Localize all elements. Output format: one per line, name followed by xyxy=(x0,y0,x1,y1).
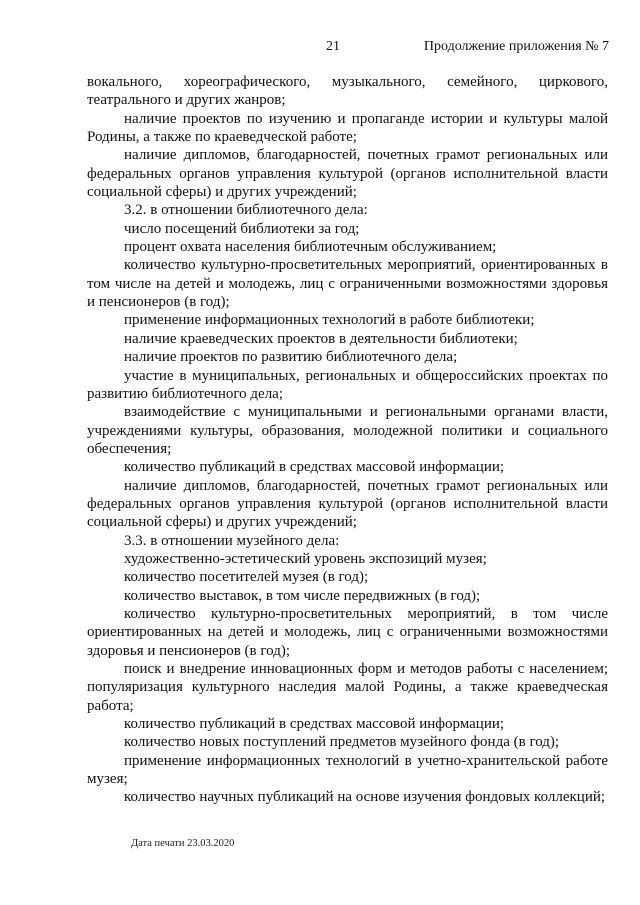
paragraph: количество новых поступлений предметов музейного фонда (в год); xyxy=(124,734,560,751)
paragraph: количество научных публикаций на основе изучения фондовых коллекций; xyxy=(124,789,606,806)
paragraph: взаимодействие с муниципальными и региональными органами власти, учреждениями культуры, образования, молодежной политики и социального обеспечения; xyxy=(87,404,608,457)
paragraph: вокального, хореографического, музыкального, семейного, циркового, театрального и других жанров; xyxy=(87,74,608,109)
page-header xyxy=(0,39,640,57)
document-body xyxy=(87,73,608,807)
paragraph: количество посетителей музея (в год); xyxy=(124,569,369,586)
paragraph: количество культурно-просветительных мероприятий, ориентированных в том числе на детей и молодежь, лиц с ограниченными возможностями здоровья и пенсионеров (в год); xyxy=(87,257,608,311)
paragraph: художественно-эстетический уровень экспозиций музея; xyxy=(124,550,487,567)
section-heading: 3.2. в отношении библиотечного дела: xyxy=(124,202,368,219)
paragraph: применение информационных технологий в работе библиотеки; xyxy=(124,312,535,329)
paragraph: поиск и внедрение инновационных форм и методов работы с населением; популяризация культурного наследия малой Родины, а также краеведческая работа; xyxy=(87,661,608,714)
section-heading: 3.3. в отношении музейного дела: xyxy=(124,532,340,549)
paragraph: количество выставок, в том числе передвижных (в год); xyxy=(124,587,481,604)
paragraph: количество публикаций в средствах массовой информации; xyxy=(124,716,505,733)
paragraph: количество публикаций в средствах массовой информации; xyxy=(124,459,505,476)
paragraph: процент охвата населения библиотечным обслуживанием; xyxy=(124,239,497,256)
appendix-continuation-label: Продолжение приложения № 7 xyxy=(423,39,609,54)
paragraph: применение информационных технологий в учетно-хранительской работе музея; xyxy=(87,752,608,788)
print-date-footer: Дата печати 23.03.2020 xyxy=(131,838,235,849)
paragraph: число посещений библиотеки за год; xyxy=(124,220,360,237)
paragraph: наличие краеведческих проектов в деятельности библиотеки; xyxy=(124,330,518,347)
paragraph: наличие дипломов, благодарностей, почетных грамот региональных или федеральных органов управления культурой (органов исполнительной власти социальной сферы) и других учреждений; xyxy=(87,477,608,531)
paragraph: наличие дипломов, благодарностей, почетных грамот региональных или федеральных органов управления культурой (органов исполнительной власти социальной сферы) и других учреждений; xyxy=(87,147,608,201)
paragraph: количество культурно-просветительных мероприятий, в том числе ориентированных на детей и молодежь, лиц с ограниченными возможностями здоровья и пенсионеров (в год); xyxy=(87,605,608,659)
paragraph: участие в муниципальных, региональных и общероссийских проектах по развитию библиотечного дела; xyxy=(87,367,608,402)
paragraph: наличие проектов по развитию библиотечного дела; xyxy=(124,349,458,366)
page-number: 21 xyxy=(326,39,340,54)
paragraph: наличие проектов по изучению и пропаганде истории и культуры малой Родины, а также по краеведческой работе; xyxy=(87,110,608,146)
